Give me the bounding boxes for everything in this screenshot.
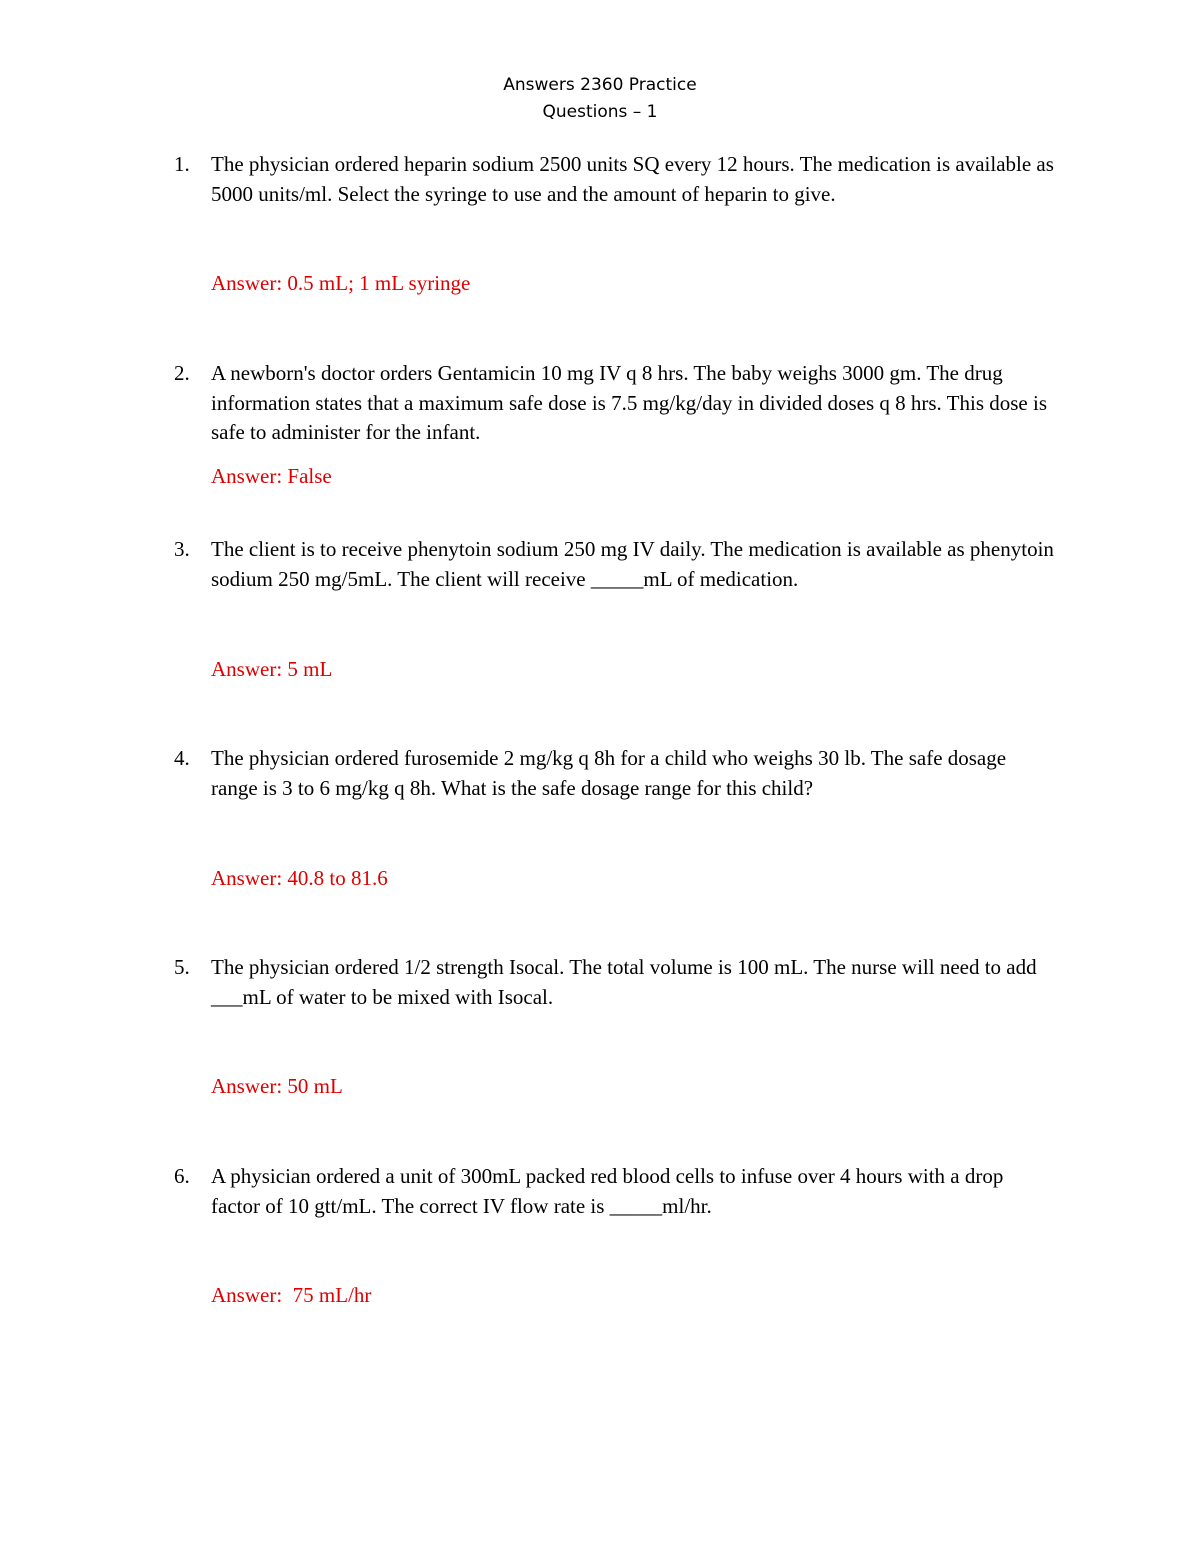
document-title: Answers 2360 Practice	[503, 75, 697, 95]
question-number: 3.	[174, 537, 190, 561]
answer-2: Answer: False	[211, 464, 332, 488]
question-number: 5.	[174, 955, 190, 979]
answer-4: Answer: 40.8 to 81.6	[211, 866, 388, 890]
question-item-5	[174, 953, 1054, 1012]
question-item-3	[174, 535, 1054, 594]
answer-3: Answer: 5 mL	[211, 657, 333, 681]
question-item-6	[174, 1162, 1054, 1221]
question-text: The physician ordered heparin sodium 2500 units SQ every 12 hours. The medication is available as 5000 units/ml. Select the syringe to use and the amount of heparin to give.	[211, 152, 1054, 206]
question-item-2	[174, 359, 1054, 448]
document-header	[0, 72, 1200, 126]
question-item-4	[174, 744, 1054, 803]
question-text: The physician ordered furosemide 2 mg/kg q 8h for a child who weighs 30 lb. The safe dosage range is 3 to 6 mg/kg q 8h. What is the safe dosage range for this child?	[211, 746, 1007, 800]
question-text: The physician ordered 1/2 strength Isocal. The total volume is 100 mL. The nurse will need to add ___mL of water to be mixed with Isocal.	[211, 955, 1037, 1009]
question-number: 4.	[174, 746, 190, 770]
question-text: A newborn's doctor orders Gentamicin 10 mg IV q 8 hrs. The baby weighs 3000 gm. The drug information states that a maximum safe dose is 7.5 mg/kg/day in divided doses q 8 hrs. This dose is safe to administer for the infant.	[211, 361, 1048, 444]
document-subtitle: Questions – 1	[542, 102, 658, 122]
answer-6: Answer: 75 mL/hr	[211, 1283, 372, 1307]
question-number: 6.	[174, 1164, 190, 1188]
question-text: A physician ordered a unit of 300mL packed red blood cells to infuse over 4 hours with a drop factor of 10 gtt/mL. The correct IV flow rate is _____ml/hr.	[211, 1164, 1004, 1218]
answer-5: Answer: 50 mL	[211, 1074, 343, 1098]
question-text: The client is to receive phenytoin sodium 250 mg IV daily. The medication is available as phenytoin sodium 250 mg/5mL. The client will receive _____mL of medication.	[211, 537, 1054, 591]
answer-1: Answer: 0.5 mL; 1 mL syringe	[211, 271, 471, 295]
question-number: 2.	[174, 361, 190, 385]
question-item-1	[174, 150, 1054, 209]
question-number: 1.	[174, 152, 190, 176]
